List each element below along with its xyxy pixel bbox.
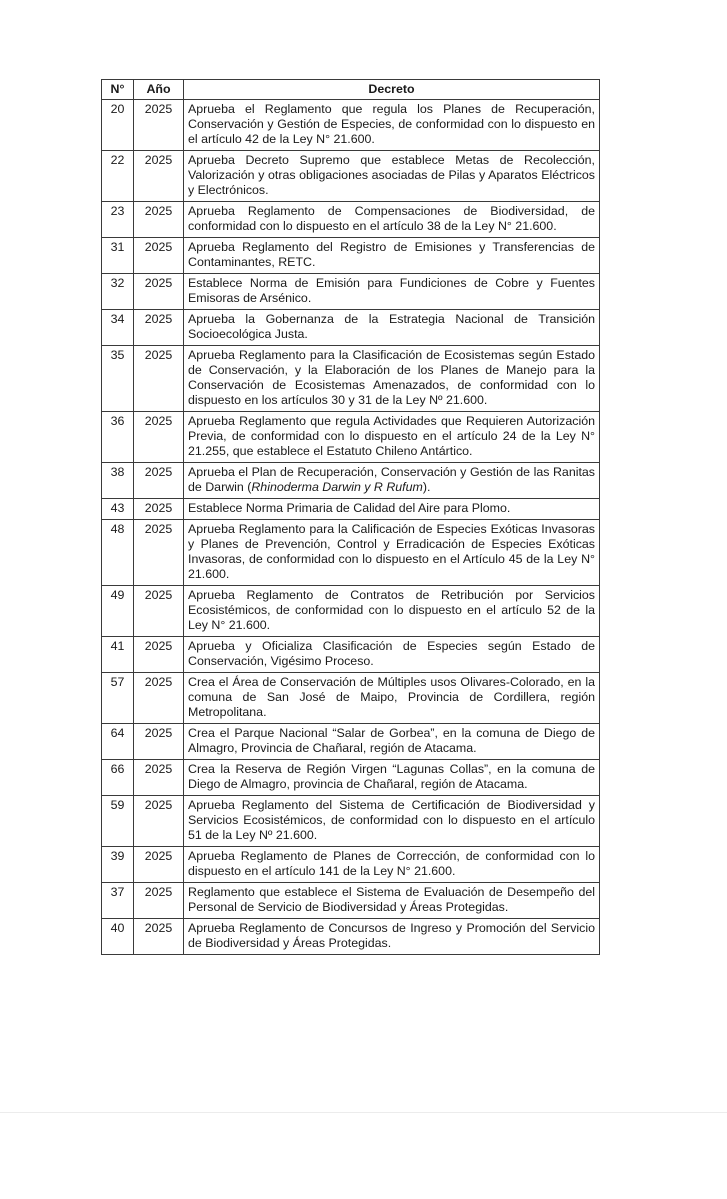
table-row <box>102 883 600 919</box>
decree-year: 2025 <box>134 847 184 883</box>
decree-year: 2025 <box>134 637 184 673</box>
decrees-table <box>101 79 600 955</box>
decree-number: 35 <box>102 346 134 412</box>
decree-description: Aprueba el Reglamento que regula los Planes de Recuperación, Conservación y Gestión de Especies, de conformidad con lo dispuesto en el artículo 42 de la Ley N° 21.600. <box>184 100 600 151</box>
decree-description: Aprueba Reglamento que regula Actividades que Requieren Autorización Previa, de conformidad con lo dispuesto en el artículo 24 de la Ley N° 21.255, que establece el Estatuto Chileno Antártico. <box>184 412 600 463</box>
decree-year: 2025 <box>134 883 184 919</box>
decree-number: 66 <box>102 760 134 796</box>
table-row <box>102 274 600 310</box>
decree-year: 2025 <box>134 760 184 796</box>
decree-text: ). <box>422 480 431 494</box>
decree-number: 23 <box>102 202 134 238</box>
decree-description: Aprueba Reglamento del Sistema de Certificación de Biodiversidad y Servicios Ecosistémicos, de conformidad con lo dispuesto en el artículo 51 de la Ley Nº 21.600. <box>184 796 600 847</box>
decree-description: Aprueba y Oficializa Clasificación de Especies según Estado de Conservación, Vigésimo Proceso. <box>184 637 600 673</box>
decree-description: Aprueba Reglamento de Concursos de Ingreso y Promoción del Servicio de Biodiversidad y Áreas Protegidas. <box>184 919 600 955</box>
decree-description: Aprueba Reglamento para la Clasificación de Ecosistemas según Estado de Conservación, y la Elaboración de los Planes de Manejo para la Conservación de Ecosistemas Amenazados, de conformidad con lo dispuesto en los artículos 30 y 31 de la Ley Nº 21.600. <box>184 346 600 412</box>
header-row <box>102 80 600 100</box>
table-row <box>102 463 600 499</box>
table-row <box>102 310 600 346</box>
table-row <box>102 724 600 760</box>
header-decree: Decreto <box>184 80 600 100</box>
decree-description: Aprueba Decreto Supremo que establece Metas de Recolección, Valorización y otras obligaciones asociadas de Pilas y Aparatos Eléctricos y Electrónicos. <box>184 151 600 202</box>
decree-number: 59 <box>102 796 134 847</box>
decree-description: Reglamento que establece el Sistema de Evaluación de Desempeño del Personal de Servicio de Biodiversidad y Áreas Protegidas. <box>184 883 600 919</box>
decree-description: Aprueba Reglamento para la Calificación de Especies Exóticas Invasoras y Planes de Prevención, Control y Erradicación de Especies Exóticas Invasoras, de conformidad con lo dispuesto en el Artículo 45 de la Ley N° 21.600. <box>184 520 600 586</box>
decree-description: Aprueba Reglamento de Planes de Corrección, de conformidad con lo dispuesto en el artículo 141 de la Ley N° 21.600. <box>184 847 600 883</box>
decree-description: Aprueba Reglamento de Contratos de Retribución por Servicios Ecosistémicos, de conformidad con lo dispuesto en el artículo 52 de la Ley N° 21.600. <box>184 586 600 637</box>
decree-year: 2025 <box>134 499 184 520</box>
decree-number: 49 <box>102 586 134 637</box>
decree-year: 2025 <box>134 919 184 955</box>
decree-year: 2025 <box>134 100 184 151</box>
decree-year: 2025 <box>134 724 184 760</box>
table-body <box>102 100 600 955</box>
table-row <box>102 586 600 637</box>
decree-description: Aprueba Reglamento de Compensaciones de Biodiversidad, de conformidad con lo dispuesto en el artículo 38 de la Ley N° 21.600. <box>184 202 600 238</box>
decree-description: Establece Norma Primaria de Calidad del Aire para Plomo. <box>184 499 600 520</box>
table-row <box>102 520 600 586</box>
header-year: Año <box>134 80 184 100</box>
decree-description: Aprueba Reglamento del Registro de Emisiones y Transferencias de Contaminantes, RETC. <box>184 238 600 274</box>
decree-description: Crea la Reserva de Región Virgen “Lagunas Collas”, en la comuna de Diego de Almagro, provincia de Chañaral, región de Atacama. <box>184 760 600 796</box>
table-row <box>102 637 600 673</box>
decree-number: 22 <box>102 151 134 202</box>
decree-number: 36 <box>102 412 134 463</box>
table-row <box>102 151 600 202</box>
table-row <box>102 346 600 412</box>
decree-number: 38 <box>102 463 134 499</box>
decree-number: 34 <box>102 310 134 346</box>
table-row <box>102 202 600 238</box>
decree-description <box>184 463 600 499</box>
table-row <box>102 412 600 463</box>
decree-description: Crea el Área de Conservación de Múltiples usos Olivares-Colorado, en la comuna de San José de Maipo, Provincia de Cordillera, región Metropolitana. <box>184 673 600 724</box>
table-row <box>102 100 600 151</box>
decree-number: 48 <box>102 520 134 586</box>
decree-number: 39 <box>102 847 134 883</box>
decree-number: 37 <box>102 883 134 919</box>
decree-number: 32 <box>102 274 134 310</box>
table-row <box>102 847 600 883</box>
decree-number: 43 <box>102 499 134 520</box>
decree-text: Aprueba el Plan de Recuperación, Conservación y Gestión de las Ranitas de Darwin ( <box>188 465 595 494</box>
decree-year: 2025 <box>134 412 184 463</box>
species-name-italic: Rhinoderma Darwin y R Rufum <box>251 480 423 494</box>
decree-number: 31 <box>102 238 134 274</box>
decree-year: 2025 <box>134 238 184 274</box>
decree-year: 2025 <box>134 463 184 499</box>
header-number: N° <box>102 80 134 100</box>
decree-year: 2025 <box>134 202 184 238</box>
table-row <box>102 238 600 274</box>
table-header <box>102 80 600 100</box>
decree-description: Aprueba la Gobernanza de la Estrategia Nacional de Transición Socioecológica Justa. <box>184 310 600 346</box>
decree-year: 2025 <box>134 310 184 346</box>
decree-year: 2025 <box>134 274 184 310</box>
table-row <box>102 919 600 955</box>
decree-year: 2025 <box>134 586 184 637</box>
table-row <box>102 760 600 796</box>
table-row <box>102 499 600 520</box>
decree-number: 20 <box>102 100 134 151</box>
decree-description: Establece Norma de Emisión para Fundiciones de Cobre y Fuentes Emisoras de Arsénico. <box>184 274 600 310</box>
decree-year: 2025 <box>134 151 184 202</box>
decree-year: 2025 <box>134 520 184 586</box>
decree-number: 57 <box>102 673 134 724</box>
page-fold-line <box>0 1112 727 1113</box>
decree-number: 41 <box>102 637 134 673</box>
decree-description: Crea el Parque Nacional “Salar de Gorbea”, en la comuna de Diego de Almagro, Provincia de Chañaral, región de Atacama. <box>184 724 600 760</box>
decree-number: 64 <box>102 724 134 760</box>
table-row <box>102 673 600 724</box>
table-row <box>102 796 600 847</box>
decree-year: 2025 <box>134 346 184 412</box>
decree-year: 2025 <box>134 796 184 847</box>
decree-number: 40 <box>102 919 134 955</box>
decree-year: 2025 <box>134 673 184 724</box>
